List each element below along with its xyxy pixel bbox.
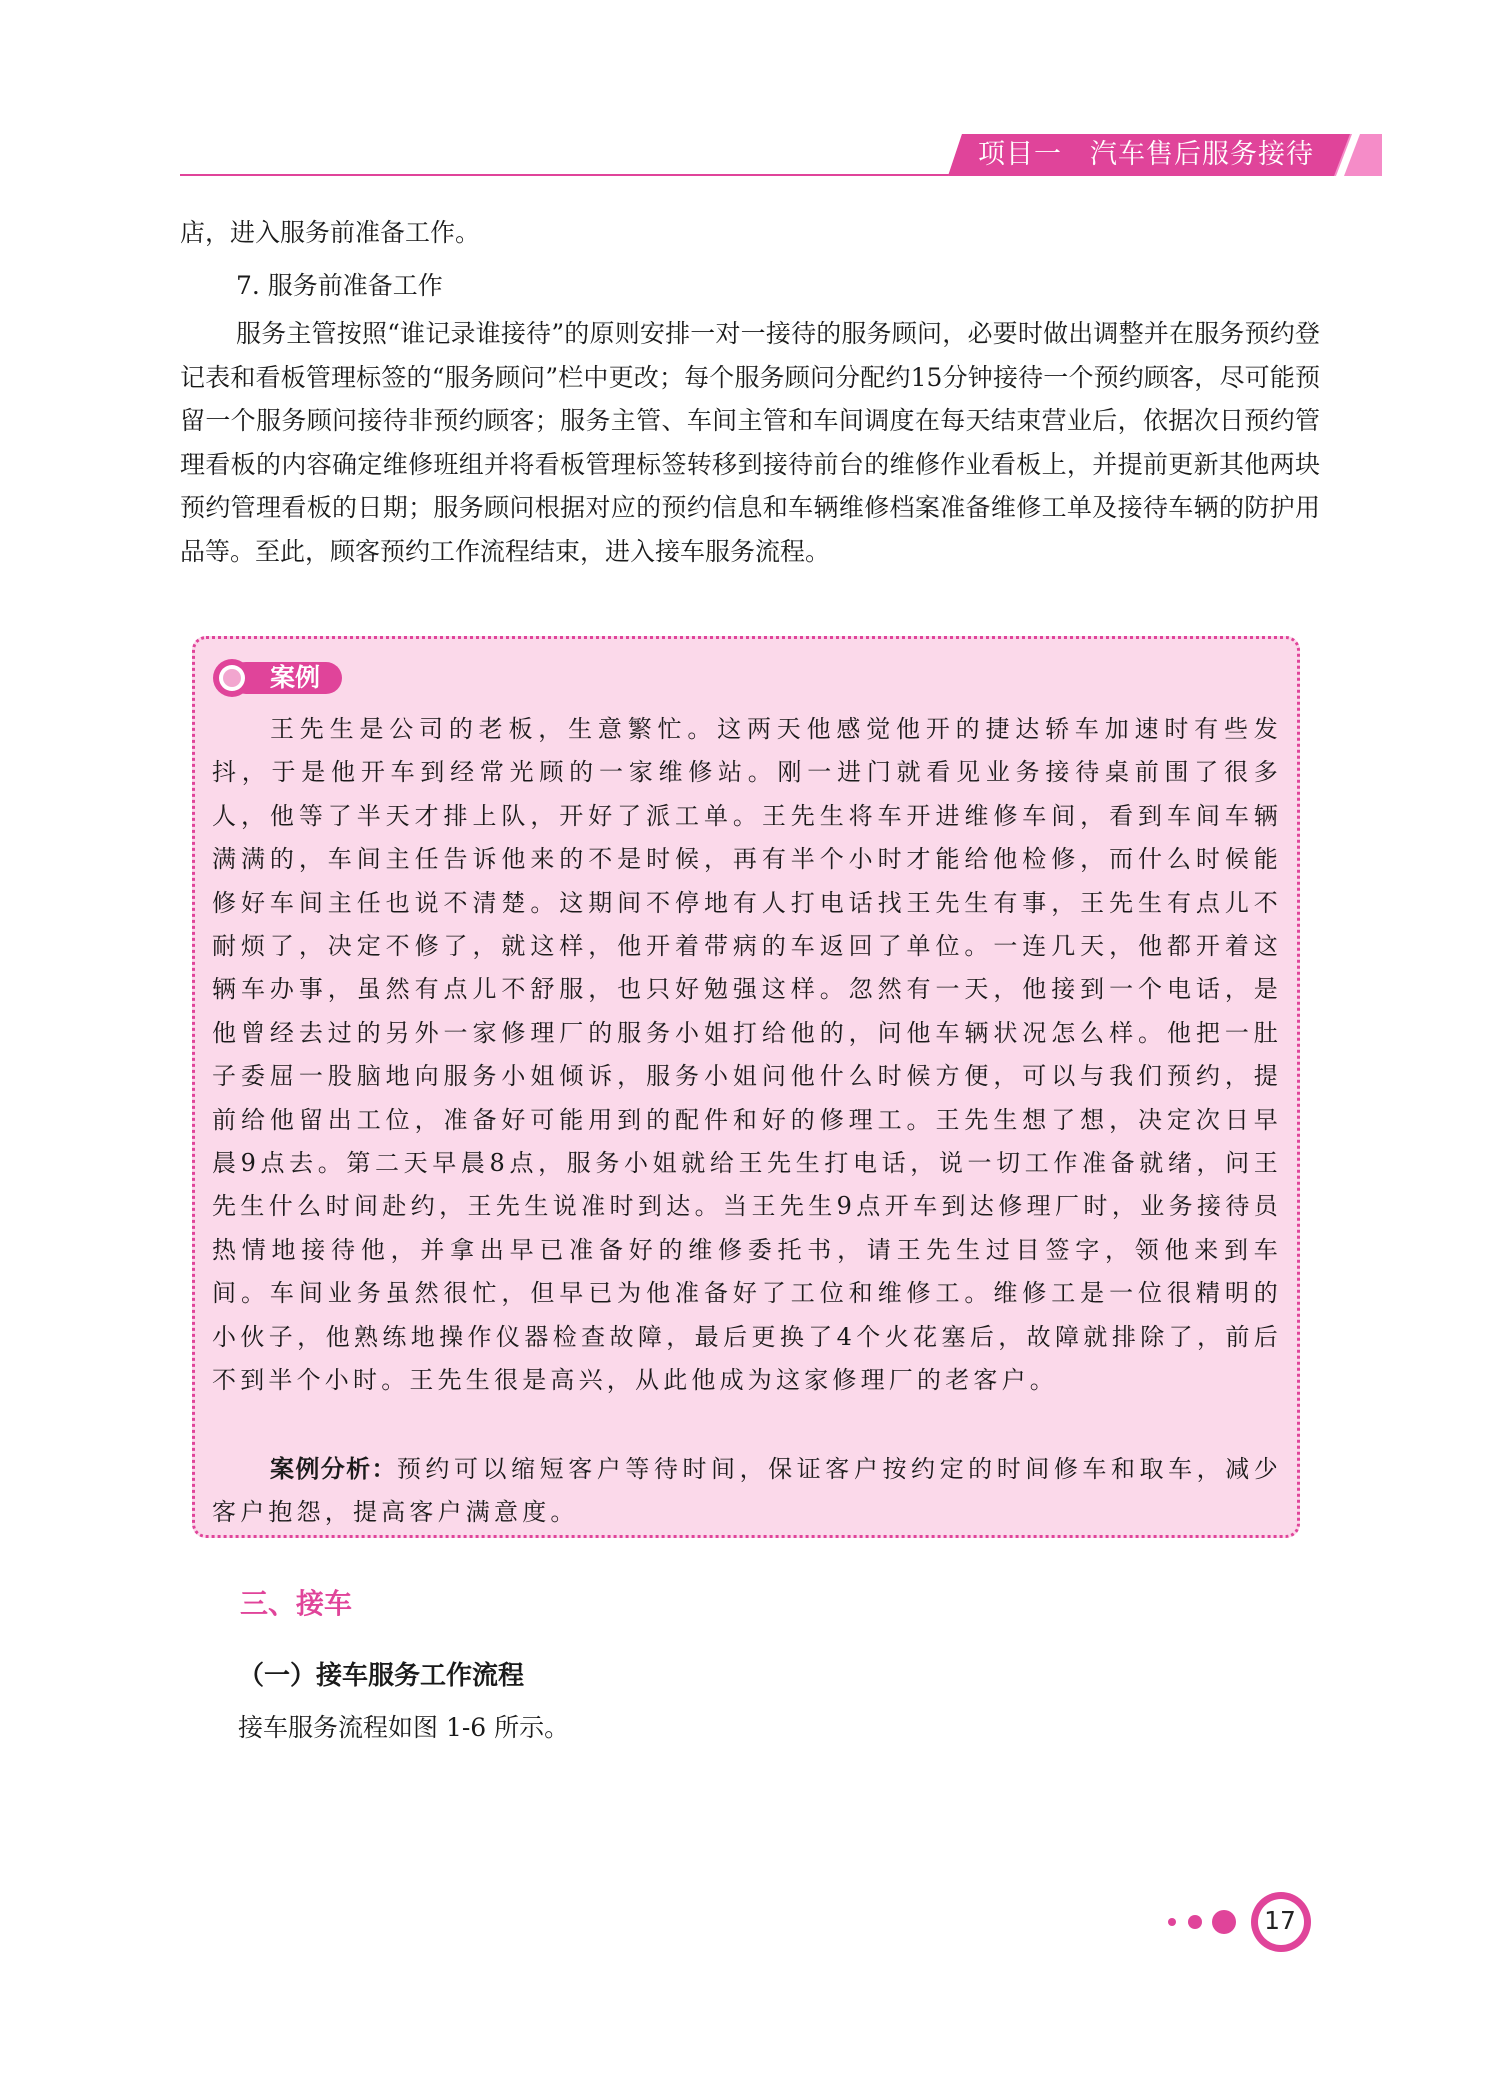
case-analysis-label: 案例分析： (270, 1455, 397, 1483)
case-analysis (212, 1448, 1282, 1535)
header-title: 项目一 汽车售后服务接待 (978, 139, 1314, 170)
page-number: 17 (1264, 1906, 1296, 1935)
continuation-line: 店，进入服务前准备工作。 (180, 218, 481, 247)
item-heading: 7. 服务前准备工作 (236, 271, 443, 300)
case-analysis-text: 预约可以缩短客户等待时间，保证客户按约定的时间修车和取车，减少客户抱怨，提高客户满意度。 (212, 1455, 1282, 1527)
section-title: 三、接车 (240, 1587, 353, 1620)
section-subtitle: （一）接车服务工作流程 (238, 1661, 525, 1691)
body-paragraph: 服务主管按照“谁记录谁接待”的原则安排一对一接待的服务顾问，必要时做出调整并在服务预约登记表和看板管理标签的“服务顾问”栏中更改；每个服务顾问分配约15分钟接待一个预约顾客，尽可能预留一个服务顾问接待非预约顾客；服务主管、车间主管和车间调度在每天结束营业后，依据次日预约管理看板的内容确定维修班组并将看板管理标签转移到接待前台的维修作业看板上，并提前更新其他两块预约管理看板的日期；服务顾问根据对应的预约信息和车辆维修档案准备维修工单及接待车辆的防护用品等。至此，顾客预约工作流程结束，进入接车服务流程。 (180, 319, 1320, 566)
section-line: 接车服务流程如图 1-6 所示。 (238, 1713, 570, 1742)
case-story: 王先生是公司的老板，生意繁忙。这两天他感觉他开的捷达轿车加速时有些发抖，于是他开车到经常光顾的一家维修站。刚一进门就看见业务接待桌前围了很多人，他等了半天才排上队，开好了派工单。王先生将车开进维修车间，看到车间车辆满满的，车间主任告诉他来的不是时候，再有半个小时才能给他检修，而什么时候能修好车间主任也说不清楚。这期间不停地有人打电话找王先生有事，王先生有点儿不耐烦了，决定不修了，就这样，他开着带病的车返回了单位。一连几天，他都开着这辆车办事，虽然有点儿不舒服，也只好勉强这样。忽然有一天，他接到一个电话，是他曾经去过的另外一家修理厂的服务小姐打给他的，问他车辆状况怎么样。他把一肚子委屈一股脑地向服务小姐倾诉，服务小姐问他什么时候方便，可以与我们预约，提前给他留出工位，准备好可能用到的配件和好的修理工。王先生想了想，决定次日早晨9点去。第二天早晨8点，服务小姐就给王先生打电话，说一切工作准备就绪，问王先生什么时间赴约，王先生说准时到达。当王先生9点开车到达修理厂时，业务接待员热情地接待他，并拿出早已准备好的维修委托书，请王先生过目签字，领他来到车间。车间业务虽然很忙，但早已为他准备好了工位和维修工。维修工是一位很精明的小伙子，他熟练地操作仪器检查故障，最后更换了4个火花塞后，故障就排除了，前后不到半个小时。王先生很是高兴，从此他成为这家修理厂的老客户。 (212, 715, 1282, 1395)
case-label: 案例 (270, 663, 321, 692)
